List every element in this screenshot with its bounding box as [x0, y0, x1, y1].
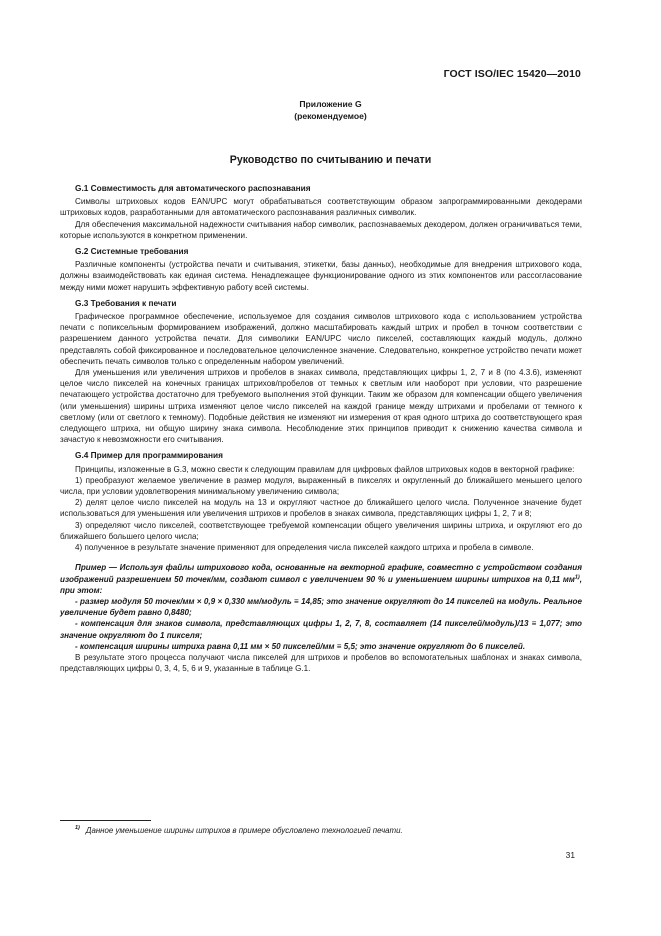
section-heading-g1: G.1 Совместимость для автоматического распознавания [75, 183, 311, 193]
example-intro-tail: , при этом: [60, 574, 582, 595]
standard-code-header: ГОСТ ISO/IEC 15420—2010 [443, 68, 581, 80]
annex-title: Приложение G [299, 99, 362, 109]
paragraph: Принципы, изложенные в G.3, можно свести к следующим правилам для цифровых файлов штриховых кодов в векторной графике: [75, 464, 575, 474]
paragraph: Различные компоненты (устройства печати и считывания, этикетки, базы данных), необходимые для внедрения штрихового кода, должны взаимодействовать как единая система. Ненадлежащее функционирование одного из этих компонентов или рассогласование между ними может нарушить эффективную работу всей системы. [60, 260, 582, 292]
annex-subtitle: (рекомендуемое) [294, 111, 367, 121]
closing-paragraph: В результате этого процесса получают числа пикселей для штрихов и пробелов во вспомогательных шаблонах и знаках символа, представляющих цифры 0, 3, 4, 5, 6 и 9, указанные в таблице G.1. [60, 652, 582, 674]
section-heading-g2: G.2 Системные требования [75, 246, 189, 257]
example-block [60, 562, 582, 652]
page-number: 31 [565, 850, 575, 860]
example-intro-text: Пример — Используя файлы штрихового кода, основанные на векторной графике, совместно с устройством создания изображений разрешением 50 точек/мм, создают символ с увеличением 90 % и уменьшением ширины штрихов на 0,11 мм [60, 563, 582, 584]
section-heading-g3: G.3 Требования к печати [75, 297, 177, 308]
footnote-divider [60, 820, 151, 821]
list-item: 4) полученное в результате значение применяют для определения числа пикселей каждого штриха и пробела в символе. [75, 543, 534, 553]
page-title: Руководство по считыванию и печати [229, 154, 432, 166]
section-heading-g4: G.4 Пример для программирования [75, 450, 223, 461]
paragraph: Символы штриховых кодов EAN/UPC могут обрабатываться соответствующим образом запрограммированными декодерами штриховых кодов, разработанными для автоматического распознавания различных символик. [60, 197, 582, 218]
footnote-reference[interactable]: 1) [574, 573, 580, 580]
paragraph: Для обеспечения максимальной надежности считывания набор символик, распознаваемых декодером, должен ограничиваться теми, которые используются в конкретном применении. [60, 219, 582, 240]
list-item: 3) определяют число пикселей, соответствующее требуемой компенсации общего увеличения ширины штриха, и округляют его до ближайшего большего целого числа; [60, 520, 582, 541]
paragraph: Графическое программное обеспечение, используемое для создания символов штрихового кода с использованием устройства печати с попиксельным формированием изображений, должно масштабировать каждый штрих и пробел в точном соответствии с разрешением данного устройства печати. Для символики EAN/UPC число пикселей, составляющих каждый модуль, должно представлять собой фиксированное и последовательное целочисленное значение. Следовательно, конкретное устройство печати может обеспечить печать символов только с определенным набором увеличений. [60, 312, 582, 366]
list-item: 2) делят целое число пикселей на модуль на 13 и округляют частное до ближайшего целого числа. Полученное значение будет использоваться для уменьшения или увеличения штрихов и пробелов в знаках символа, представляющих цифры 1, 2, 7 и 8; [60, 498, 582, 519]
example-line: - компенсация для знаков символа, представляющих цифры 1, 2, 7, 8, составляет (14 пикселей/модуль)/13 ≡ 1,077; это значение округляют до 1 пикселя; [60, 619, 582, 640]
example-line: - компенсация ширины штриха равна 0,11 мм × 50 пикселей/мм ≡ 5,5; это значение округляют до 6 пикселей. [75, 641, 526, 651]
example-line: - размер модуля 50 точек/мм × 0,9 × 0,330 мм/модуль ≡ 14,85; это значение округляют до 14 пикселей на модуль. Реальное увеличение будет равно 0,8480; [60, 596, 582, 618]
footnote-marker: 1) [75, 825, 80, 832]
paragraph: Для уменьшения или увеличения штрихов и пробелов в знаках символа, представляющих цифры 1, 2, 7 и 8 (по 4.3.6), изменяют целое число пикселей на конечных границах штрихов/пробелов от темных к светлым или наоборот при условии, что разрешение печатающего устройства достаточно для требуемого выполнения этой функции. Таким же образом для компенсации общего увеличения (или уменьшения) ширины штриха изменяют целое число пикселей на каждой границе между штрихами и пробелами от темного к светлому (или от светлого к темному). Подобные действия не изменяют ни измерения от края одного штриха до соответствующего края следующего штриха, ни общую ширину знака символа. Несоблюдение этих принципов приводит к снижению качества символа и зачастую к невозможности его считывания. [60, 368, 582, 445]
document-body [60, 179, 582, 674]
list-item: 1) преобразуют желаемое увеличение в размер модуля, выраженный в пикселях и округленный до ближайшего меньшего целого числа, при условии удовлетворения минимальному увеличению символа; [60, 475, 582, 497]
example-intro [60, 562, 582, 596]
footnote [60, 826, 582, 835]
footnote-text: Данное уменьшение ширины штрихов в примере обусловлено технологией печати. [85, 826, 403, 835]
